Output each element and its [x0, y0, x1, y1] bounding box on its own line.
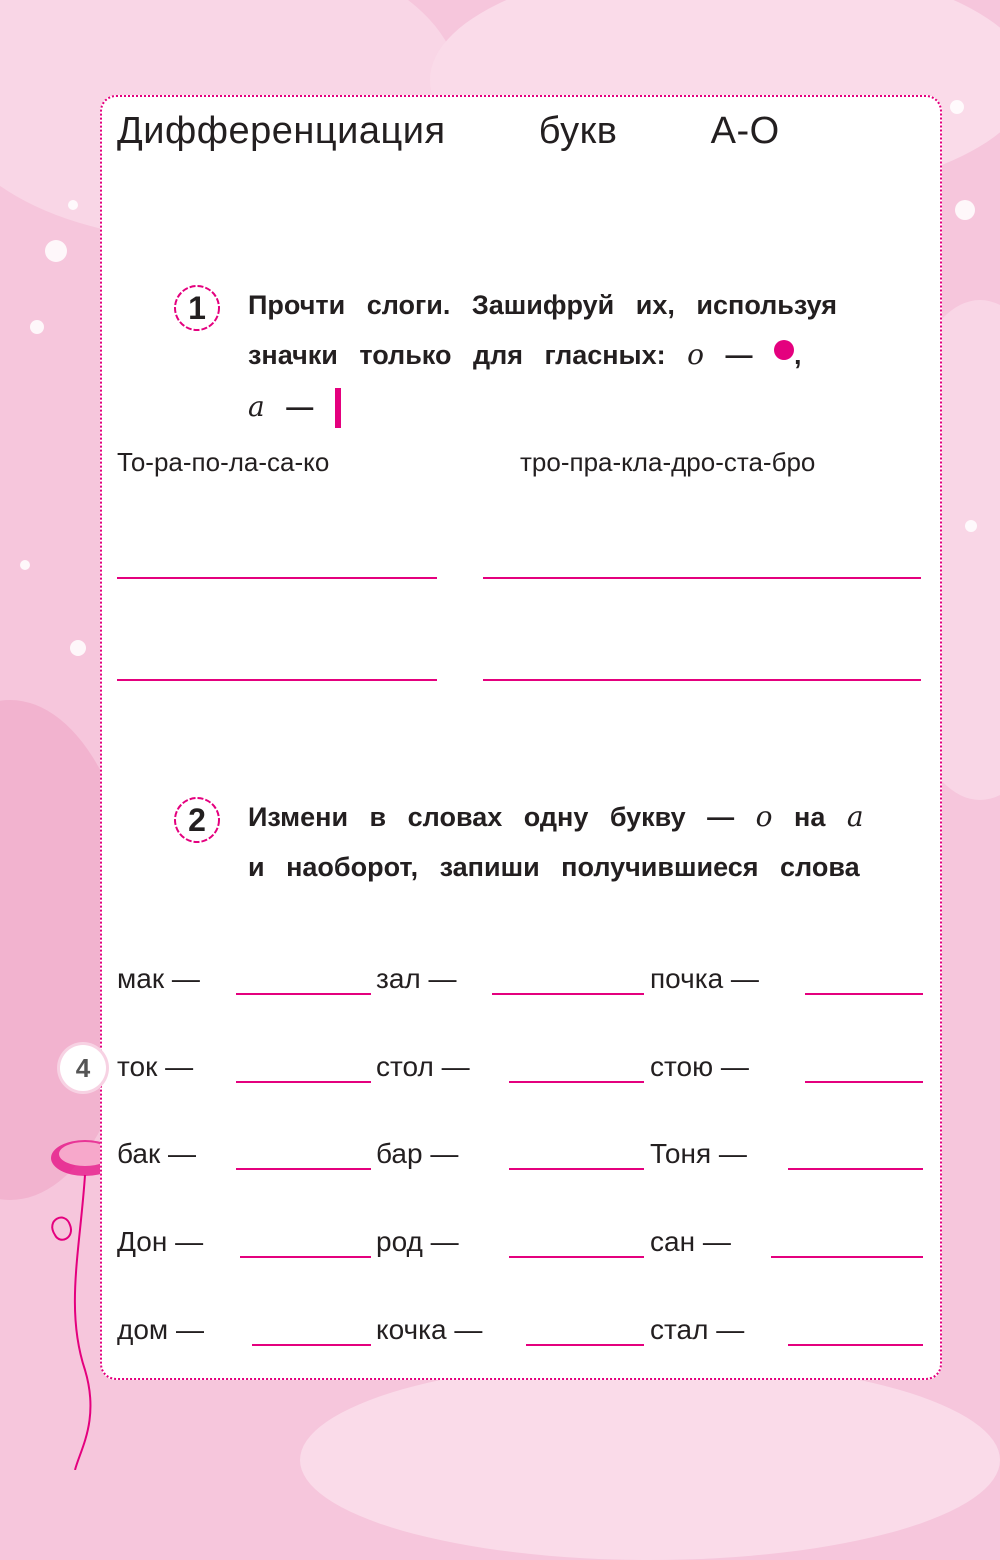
dot-symbol-icon	[774, 340, 794, 360]
word-item: род —	[376, 1226, 459, 1257]
word-item: мак —	[117, 963, 200, 994]
task-2-instruction-line-1	[248, 792, 864, 842]
answer-line[interactable]	[236, 1081, 371, 1083]
task-1-number-badge	[172, 283, 222, 333]
decor-dot	[965, 520, 977, 532]
answer-line[interactable]	[509, 1081, 644, 1083]
answer-line[interactable]	[771, 1256, 923, 1258]
task-2-instruction-line-2: и наоборот, запиши получившиеся слова	[248, 852, 860, 882]
page-title: Дифференциация букв А-О	[117, 110, 780, 152]
word-item: зал —	[376, 963, 457, 994]
answer-line[interactable]	[240, 1256, 371, 1258]
word-item: Дон —	[117, 1226, 204, 1257]
bar-symbol-icon	[335, 388, 341, 428]
answer-line[interactable]	[509, 1256, 644, 1258]
word-item: дом —	[117, 1314, 204, 1345]
comma: ,	[794, 340, 802, 370]
task-1-number: 1	[188, 289, 206, 326]
dash: —	[286, 392, 314, 422]
task-1-instruction-line-2	[248, 330, 802, 380]
answer-line[interactable]	[117, 577, 437, 579]
answer-line[interactable]	[492, 993, 644, 995]
decor-dot	[30, 320, 44, 334]
decor-dot	[20, 560, 30, 570]
word-item: стол —	[376, 1051, 470, 1082]
word-item: Тоня —	[650, 1138, 747, 1169]
word-na: на	[794, 802, 826, 832]
decor-dot	[955, 200, 975, 220]
letter-a: а	[846, 800, 864, 833]
word-item: сан —	[650, 1226, 731, 1257]
syllables-left: То-ра-по-ла-са-ко	[117, 447, 330, 477]
word-item: бак —	[117, 1138, 196, 1169]
vowel-a-letter: а	[248, 390, 265, 423]
syllables-right: тро-пра-кла-дро-ста-бро	[520, 447, 816, 477]
answer-line[interactable]	[236, 993, 371, 995]
answer-line[interactable]	[788, 1344, 923, 1346]
task-1-line-1-text: Прочти слоги. Зашифруй их, используя	[248, 290, 838, 320]
word-item: стою —	[650, 1051, 749, 1082]
answer-line[interactable]	[509, 1168, 644, 1170]
vowel-o-letter: о	[687, 338, 705, 371]
dash: —	[725, 340, 753, 370]
task-1-instruction-line-1	[248, 280, 837, 330]
background-blob	[300, 1360, 1000, 1560]
word-item: стал —	[650, 1314, 745, 1345]
letter-o: о	[755, 800, 773, 833]
task-2-line-1-text: Измени в словах одну букву —	[248, 802, 735, 832]
answer-line[interactable]	[252, 1344, 371, 1346]
answer-line[interactable]	[526, 1344, 644, 1346]
answer-line[interactable]	[117, 679, 437, 681]
decor-dot	[45, 240, 67, 262]
word-item: почка —	[650, 963, 759, 994]
decor-dot	[68, 200, 78, 210]
task-1-line-2-text: значки только для гласных:	[248, 340, 666, 370]
page-number: 4	[60, 1045, 106, 1091]
answer-line[interactable]	[483, 679, 921, 681]
task-2-number: 2	[188, 801, 206, 838]
answer-line[interactable]	[805, 993, 923, 995]
decor-dot	[950, 100, 964, 114]
decor-dot	[70, 640, 86, 656]
answer-line[interactable]	[483, 577, 921, 579]
task-2-number-badge	[172, 795, 222, 845]
task-1-instruction-line-3	[248, 382, 341, 432]
word-item: кочка —	[376, 1314, 483, 1345]
answer-line[interactable]	[788, 1168, 923, 1170]
word-item: бар —	[376, 1138, 459, 1169]
answer-line[interactable]	[236, 1168, 371, 1170]
word-item: ток —	[117, 1051, 194, 1082]
answer-line[interactable]	[805, 1081, 923, 1083]
